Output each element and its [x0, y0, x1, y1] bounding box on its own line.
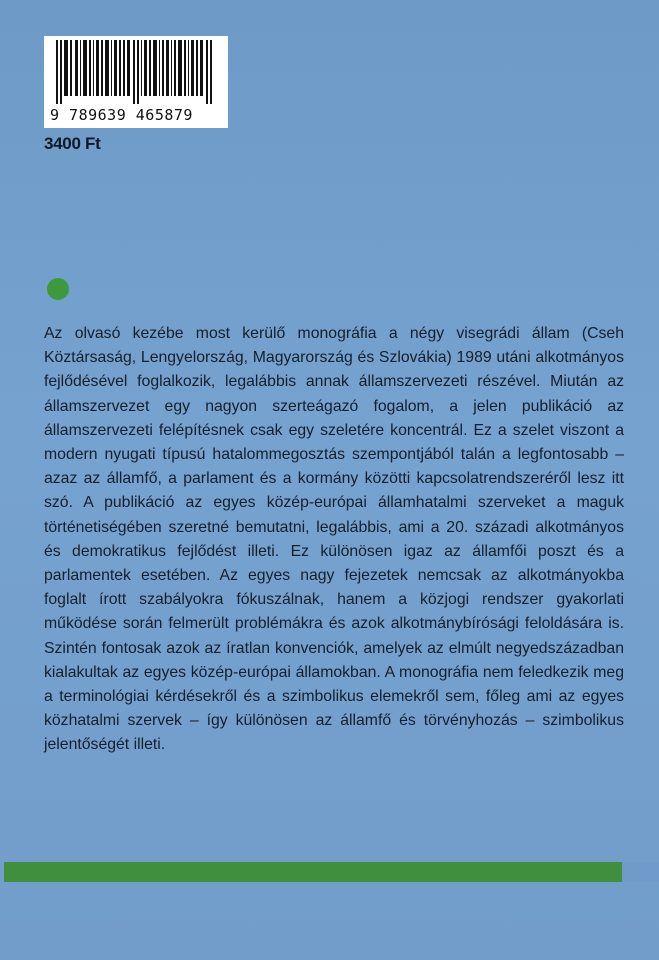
back-cover-blurb: Az olvasó kezébe most kerülő monográfia a négy visegrádi állam (Cseh Köztársaság, Lengyelország, Magyarország és Szlovákia) 1989 utáni alkotmányos fejlődésével foglalkozik, legalábbis annak államszervezeti részével. Miután az államszervezet egy nagyon szerteágazó fogalom, a jelen publikáció az államszervezeti felépítésnek csak egy szeletére koncentrál. Ez a szelet viszont a modern nyugati típusú hatalommegosztás szempontjából talán a legfontosabb – azaz az államfő, a parlament és a kormány közötti kapcsolatrendszeréről lesz itt szó. A publikáció az egyes közép-európai államhatalmi szerveket a maguk történetiségében szeretné bemutatni, legalábbis, ami a 20. századi alkotmányos és demokratikus fejlődést illeti. Ez különösen igaz az államfői poszt és a parlamentek esetében. Az egyes nagy fejezetek nemcsak az alkotmányokba foglalt írott szabályokra fókuszálnak, hanem a közjogi rendszer gyakorlati működése során felmerült problémákra és azok alkotmánybírósági feloldására is. Szintén fontosak azok az íratlan konvenciók, amelyek az elmúlt negyedszázadban kialakultak az egyes közép-európai államokban. A monográfia nem feledkezik meg a terminológiai kérdésekről és a szimbolikus elemekről sem, főleg ami az egyes közhatalmi szervek – így különösen az államfő és törvényhozás – szimbolikus jelentőségét illeti.	[44, 325, 624, 754]
isbn-barcode	[44, 36, 228, 128]
barcode-bars	[56, 40, 216, 104]
stripe-end-gap	[622, 862, 659, 882]
isbn-number: 9 789639 465879	[50, 106, 193, 124]
green-stripe	[4, 862, 622, 882]
price-label: 3400 Ft	[44, 134, 101, 153]
green-dot-marker	[47, 278, 69, 300]
